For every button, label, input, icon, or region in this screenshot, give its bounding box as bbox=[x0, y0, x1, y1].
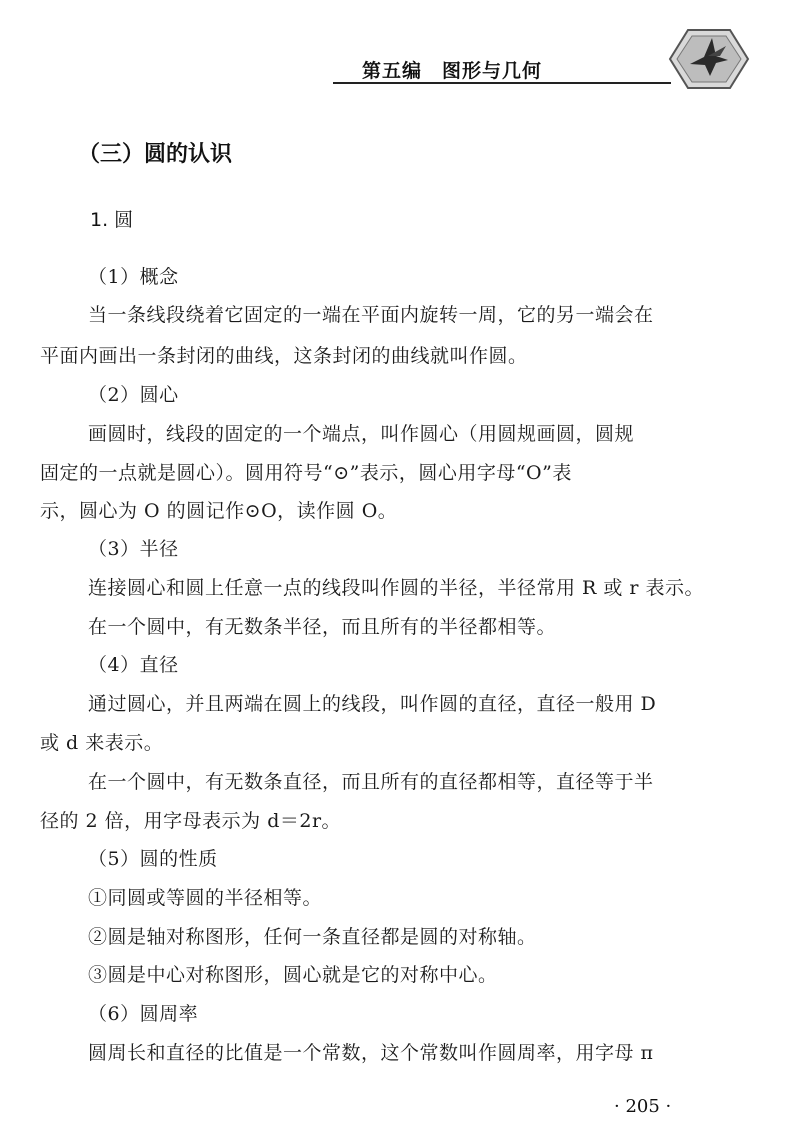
item-heading: （1）概念 bbox=[88, 266, 179, 288]
text-line: 固定的一点就是圆心）。圆用符号“⊙”表示，圆心用字母“O”表 bbox=[40, 462, 572, 484]
text-line: 示，圆心为 O 的圆记作⊙O，读作圆 O。 bbox=[40, 500, 398, 522]
item-heading: （4）直径 bbox=[88, 654, 179, 676]
item-heading: （2）圆心 bbox=[88, 384, 179, 406]
text-line: 或 d 来表示。 bbox=[40, 732, 164, 754]
subsection-title: 1. 圆 bbox=[90, 209, 134, 231]
text-line: 在一个圆中，有无数条半径，而且所有的半径都相等。 bbox=[88, 616, 557, 638]
item-heading: （3）半径 bbox=[88, 538, 179, 560]
text-line: 平面内画出一条封闭的曲线，这条封闭的曲线就叫作圆。 bbox=[40, 345, 528, 367]
list-item: ①同圆或等圆的半径相等。 bbox=[88, 887, 323, 909]
text-line: 连接圆心和圆上任意一点的线段叫作圆的半径，半径常用 R 或 r 表示。 bbox=[88, 577, 705, 599]
item-heading: （5）圆的性质 bbox=[88, 848, 218, 870]
text-line: 通过圆心，并且两端在圆上的线段，叫作圆的直径，直径一般用 D bbox=[88, 693, 657, 715]
text-line: 在一个圆中，有无数条直径，而且所有的直径都相等，直径等于半 bbox=[88, 771, 654, 793]
item-heading: （6）圆周率 bbox=[88, 1003, 199, 1025]
text-line: 圆周长和直径的比值是一个常数，这个常数叫作圆周率，用字母 π bbox=[88, 1042, 654, 1064]
text-line: 径的 2 倍，用字母表示为 d＝2r。 bbox=[40, 810, 342, 832]
hexagon-bird-logo-icon bbox=[668, 26, 750, 92]
header-title: 第五编 图形与几何 bbox=[362, 60, 543, 82]
header-rule bbox=[333, 82, 671, 84]
list-item: ②圆是轴对称图形，任何一条直径都是圆的对称轴。 bbox=[88, 926, 537, 948]
list-item: ③圆是中心对称图形，圆心就是它的对称中心。 bbox=[88, 964, 498, 986]
section-title: （三）圆的认识 bbox=[78, 142, 233, 167]
text-line: 画圆时，线段的固定的一个端点，叫作圆心（用圆规画圆，圆规 bbox=[88, 423, 635, 445]
page-number: · 205 · bbox=[614, 1096, 672, 1117]
text-line: 当一条线段绕着它固定的一端在平面内旋转一周，它的另一端会在 bbox=[88, 304, 654, 326]
